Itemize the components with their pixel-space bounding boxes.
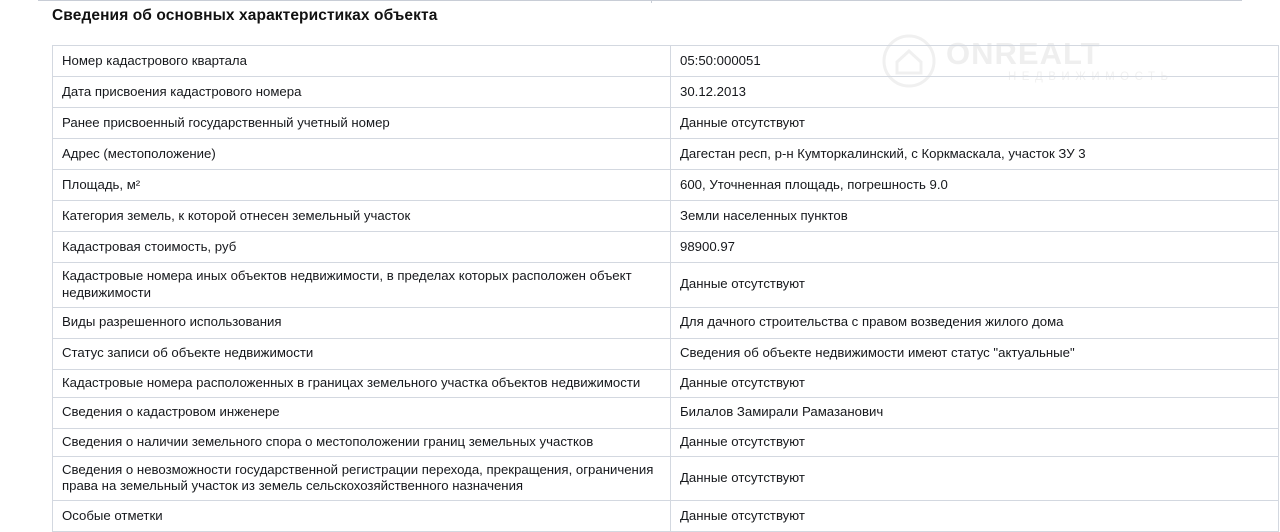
table-cell-key: Статус записи об объекте недвижимости: [53, 338, 671, 369]
table-cell-key: Ранее присвоенный государственный учетный номер: [53, 108, 671, 139]
table-cell-key: Сведения о невозможности государственной регистрации перехода, прекращения, ограничения права на земельный участок из земель сельскохозяйственного назначения: [53, 456, 671, 501]
table-cell-value: Данные отсутствуют: [671, 501, 1279, 532]
table-cell-value: Для дачного строительства с правом возведения жилого дома: [671, 307, 1279, 338]
table-cell-value: Данные отсутствуют: [671, 108, 1279, 139]
table-cell-value: 600, Уточненная площадь, погрешность 9.0: [671, 170, 1279, 201]
table-cell-key: Дата присвоения кадастрового номера: [53, 77, 671, 108]
table-cell-value: 05:50:000051: [671, 46, 1279, 77]
table-cell-key: Кадастровые номера расположенных в границах земельного участка объектов недвижимости: [53, 369, 671, 397]
table-cell-key: Кадастровая стоимость, руб: [53, 232, 671, 263]
table-cell-value: Земли населенных пунктов: [671, 201, 1279, 232]
table-cell-key: Номер кадастрового квартала: [53, 46, 671, 77]
table-cell-key: Виды разрешенного использования: [53, 307, 671, 338]
table-row: [53, 46, 1279, 77]
table-cell-value: Сведения об объекте недвижимости имеют статус "актуальные": [671, 338, 1279, 369]
table-row: [53, 201, 1279, 232]
table-row: [53, 139, 1279, 170]
table-cell-key: Категория земель, к которой отнесен земельный участок: [53, 201, 671, 232]
table-cell-key: Адрес (местоположение): [53, 139, 671, 170]
page-top-rule-divider: [651, 0, 652, 3]
table-cell-key: Площадь, м²: [53, 170, 671, 201]
table-cell-value: Билалов Замирали Рамазанович: [671, 397, 1279, 428]
watermark-brand: ONREALT: [946, 36, 1101, 71]
table-cell-value: 30.12.2013: [671, 77, 1279, 108]
table-row: [53, 307, 1279, 338]
watermark-subtitle: НЕДВИЖИМОСТЬ: [1008, 71, 1174, 83]
table-row: [53, 369, 1279, 397]
table-cell-value: Данные отсутствуют: [671, 456, 1279, 501]
table-cell-key: Сведения о кадастровом инженере: [53, 397, 671, 428]
table-cell-value: Данные отсутствуют: [671, 428, 1279, 456]
table-row: [53, 428, 1279, 456]
table-row: [53, 501, 1279, 532]
table-row: [53, 77, 1279, 108]
table-row: [53, 397, 1279, 428]
property-characteristics-table: [52, 45, 1279, 532]
table-cell-value: 98900.97: [671, 232, 1279, 263]
table-row: [53, 338, 1279, 369]
table-row: [53, 232, 1279, 263]
table-row: [53, 456, 1279, 501]
page-top-rule: [38, 0, 1242, 1]
table-row: [53, 108, 1279, 139]
table-cell-key: Сведения о наличии земельного спора о местоположении границ земельных участков: [53, 428, 671, 456]
table-cell-value: Данные отсутствуют: [671, 369, 1279, 397]
table-cell-value: Дагестан респ, р-н Кумторкалинский, с Коркмаскала, участок ЗУ 3: [671, 139, 1279, 170]
table-cell-key: Особые отметки: [53, 501, 671, 532]
table-row: [53, 170, 1279, 201]
page-title: Сведения об основных характеристиках объекта: [52, 7, 438, 24]
table-row: [53, 263, 1279, 308]
table-cell-key: Кадастровые номера иных объектов недвижимости, в пределах которых расположен объект недвижимости: [53, 263, 671, 308]
table-cell-value: Данные отсутствуют: [671, 263, 1279, 308]
